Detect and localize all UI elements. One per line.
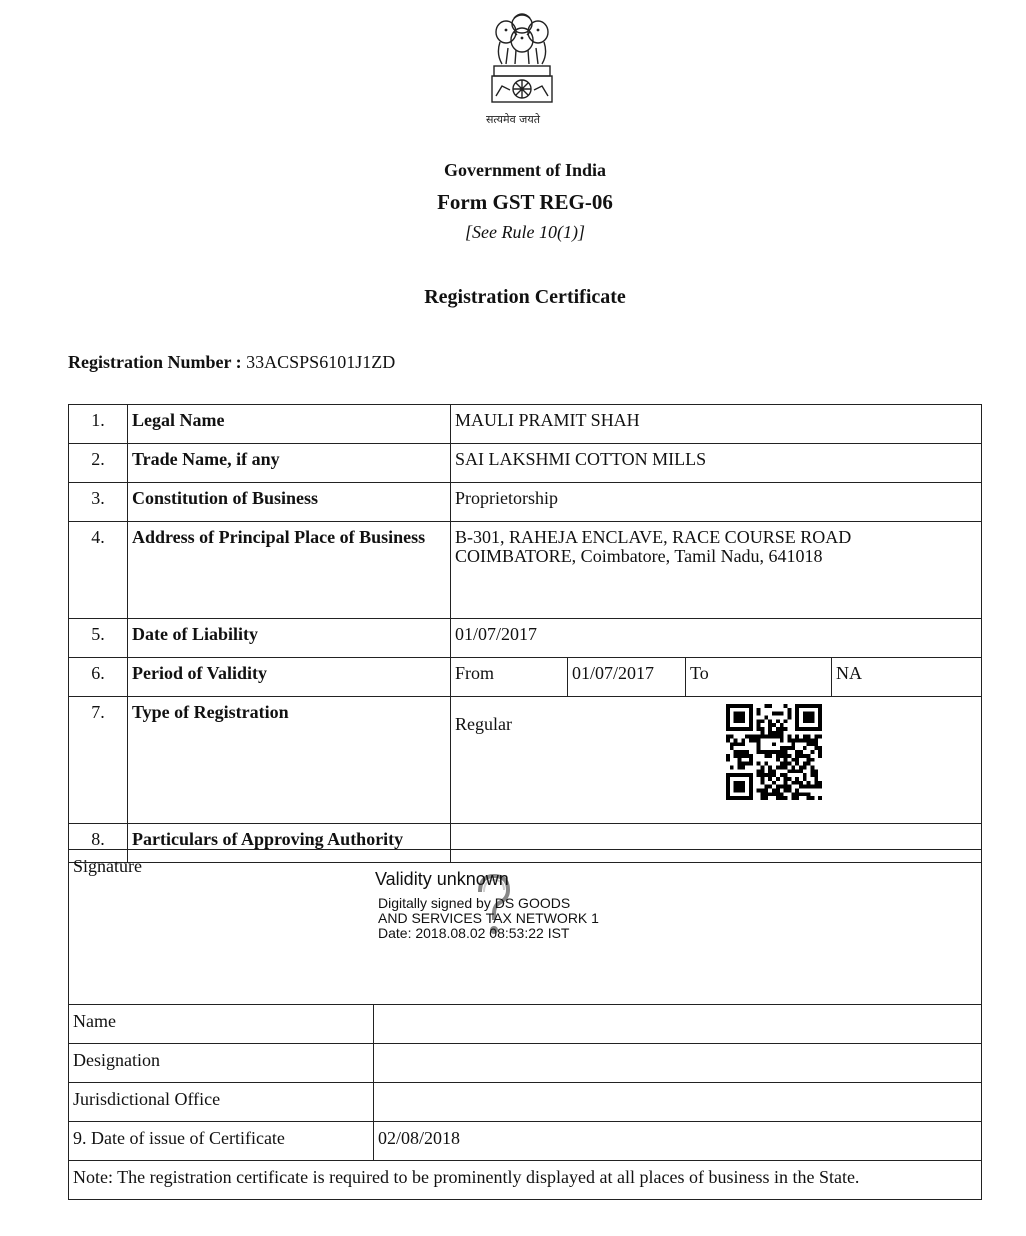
legal-name-label: Legal Name: [128, 405, 451, 444]
address-line-2: COIMBATORE, Coimbatore, Tamil Nadu, 641018: [455, 546, 823, 566]
validity-to-value: NA: [832, 658, 982, 697]
table-row: [69, 444, 982, 483]
trade-name-value: SAI LAKSHMI COTTON MILLS: [451, 444, 982, 483]
table-row: [69, 405, 982, 444]
registration-type-value: Regular: [451, 697, 982, 824]
certificate-title: Registration Certificate: [424, 286, 626, 308]
row-number: 6.: [69, 658, 128, 697]
signature-validity-status: Validity unknown: [375, 869, 509, 889]
table-row: [69, 483, 982, 522]
issue-date-label: 9. Date of issue of Certificate: [69, 1122, 374, 1161]
signature-signer-line-2: AND SERVICES TAX NETWORK 1: [378, 910, 599, 926]
constitution-label: Constitution of Business: [128, 483, 451, 522]
display-note: Note: The registration certificate is required to be prominently displayed at all places of business in the State.: [69, 1161, 982, 1200]
jurisdictional-office-value: [374, 1083, 982, 1122]
name-value: [374, 1005, 982, 1044]
row-number: 3.: [69, 483, 128, 522]
row-number: 2.: [69, 444, 128, 483]
validity-from-label: From: [451, 658, 568, 697]
jurisdictional-office-label: Jurisdictional Office: [69, 1083, 374, 1122]
signature-date: Date: 2018.08.02 08:53:22 IST: [378, 925, 570, 941]
validity-period-label: Period of Validity: [128, 658, 451, 697]
rule-reference: [See Rule 10(1)]: [465, 222, 585, 242]
table-row: [69, 619, 982, 658]
date-of-liability-value: 01/07/2017: [451, 619, 982, 658]
designation-value: [374, 1044, 982, 1083]
row-number: 1.: [69, 405, 128, 444]
qr-code-icon: [726, 704, 822, 800]
table-row: [69, 1005, 982, 1044]
approving-authority-label: Particulars of Approving Authority: [128, 824, 451, 863]
constitution-value: Proprietorship: [451, 483, 982, 522]
validity-from-value: 01/07/2017: [568, 658, 686, 697]
table-row: [69, 658, 982, 697]
certificate-details-table: [68, 404, 982, 863]
registration-number-label: Registration Number :: [68, 352, 242, 372]
row-number: 5.: [69, 619, 128, 658]
signature-label: Signature: [69, 850, 982, 1005]
registration-number-value: 33ACSPS6101J1ZD: [246, 352, 396, 372]
address-label: Address of Principal Place of Business: [128, 522, 451, 619]
table-row: [69, 697, 982, 824]
date-of-liability-label: Date of Liability: [128, 619, 451, 658]
name-label: Name: [69, 1005, 374, 1044]
registration-type-label: Type of Registration: [128, 697, 451, 824]
table-row: [69, 1044, 982, 1083]
form-heading: Form GST REG-06: [437, 190, 613, 214]
row-number: 8.: [69, 824, 128, 863]
digital-signature-block: [375, 869, 599, 941]
address-line-1: B-301, RAHEJA ENCLAVE, RACE COURSE ROAD: [455, 527, 852, 547]
table-row: [69, 1122, 982, 1161]
trade-name-label: Trade Name, if any: [128, 444, 451, 483]
emblem-motto: सत्यमेव जयते: [485, 113, 540, 126]
issue-date-value: 02/08/2018: [374, 1122, 982, 1161]
table-row: [69, 522, 982, 619]
ashoka-emblem-icon: [484, 8, 560, 108]
signature-signer-line: Digitally signed by DS GOODS: [378, 895, 571, 911]
registration-number: [68, 352, 395, 373]
government-heading: Government of India: [444, 160, 606, 180]
legal-name-value: MAULI PRAMIT SHAH: [451, 405, 982, 444]
validity-to-label: To: [686, 658, 832, 697]
table-row: [69, 1083, 982, 1122]
address-value: [451, 522, 982, 619]
note-row: [69, 1161, 982, 1200]
designation-label: Designation: [69, 1044, 374, 1083]
row-number: 7.: [69, 697, 128, 824]
row-number: 4.: [69, 522, 128, 619]
